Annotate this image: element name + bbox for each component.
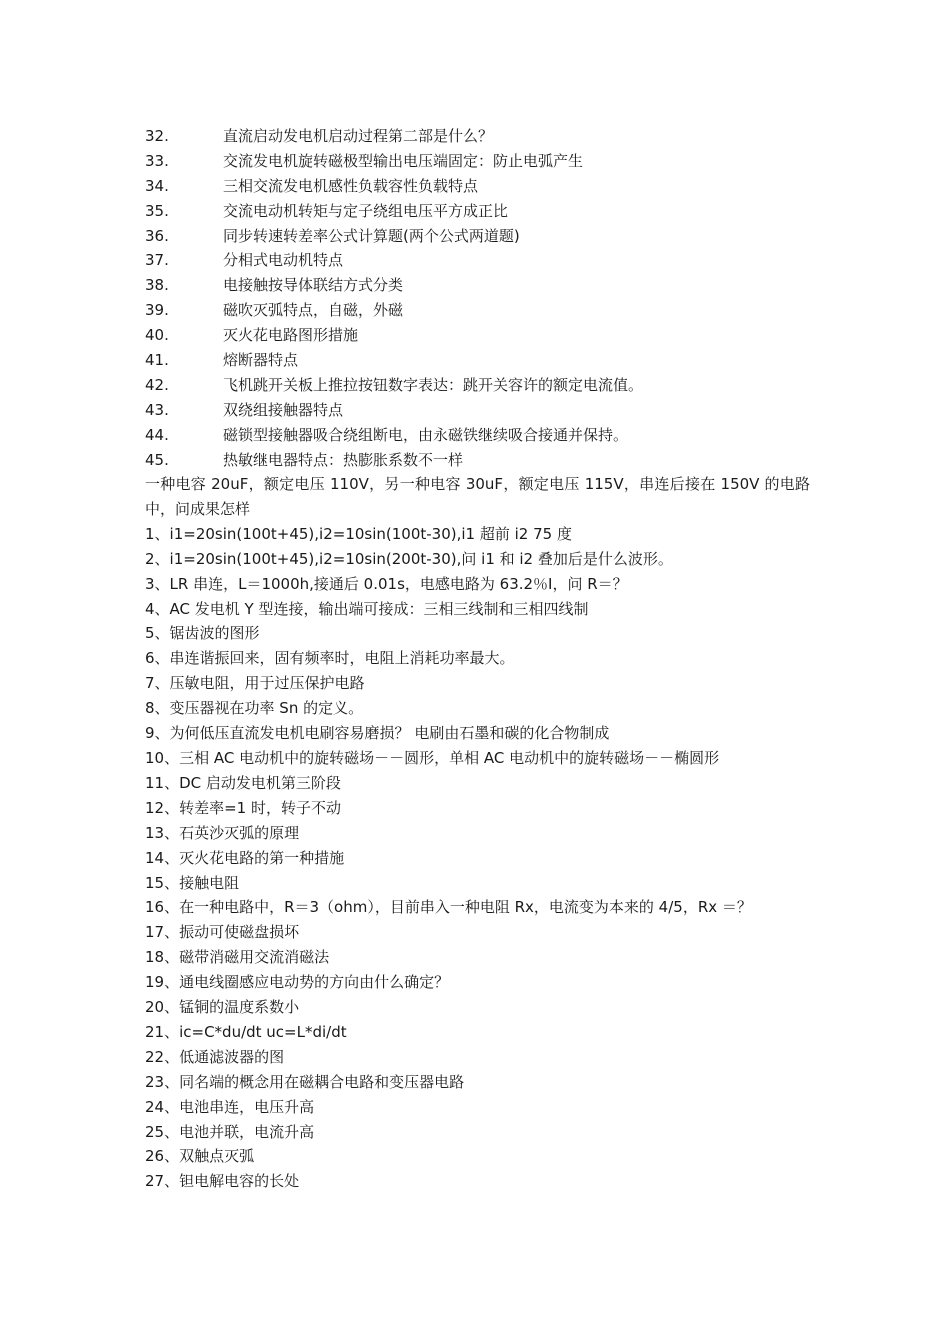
item-text: 磁吹灭弧特点，自磁，外磁 [223,301,404,320]
item-number: 32. [145,127,169,145]
numbered-item [145,224,825,249]
list-item: 1、i1=20sin(100t+45),i2=10sin(100t-30),i1 超前 i2 75 度 [145,524,572,543]
item-number: 36. [145,226,169,245]
list-item: 4、AC 发电机 Y 型连接，输出端可接成：三相三线制和三相四线制 [145,599,589,618]
numbered-list [145,124,825,472]
numbered-item [145,124,825,149]
item-number: 40. [145,326,169,345]
item-number: 35. [145,201,169,220]
list-item: 6、串连谐振回来，固有频率时，电阻上消耗功率最大。 [145,649,515,668]
list-item: 5、锯齿波的图形 [145,624,260,643]
item-number: 45. [145,450,169,469]
list-item: 21、ic=C*du/dt uc=L*di/dt [145,1022,347,1041]
list-item: 22、低通滤波器的图 [145,1047,285,1066]
numbered-item [145,248,825,273]
numbered-item [145,298,825,323]
list-item: 27、钽电解电容的长处 [145,1172,300,1191]
numbered-item [145,423,825,448]
item-text: 飞机跳开关板上推拉按钮数字表达：跳开关容许的额定电流值。 [223,375,644,394]
item-number: 42. [145,375,169,394]
list-item: 7、压敏电阻，用于过压保护电路 [145,674,365,693]
item-text: 电接触按导体联结方式分类 [223,276,404,295]
list-item: 9、为何低压直流发电机电刷容易磨损？ 电刷由石墨和碳的化合物制成 [145,724,610,743]
numbered-item [145,199,825,224]
item-number: 34. [145,176,169,195]
item-text: 交流电动机转矩与定子绕组电压平方成正比 [223,201,509,220]
list-item: 2、i1=20sin(100t+45),i2=10sin(200t-30),问 i1 和 i2 叠加后是什么波形。 [145,549,673,568]
list-item: 14、灭火花电路的第一种措施 [145,848,345,867]
item-number: 39. [145,301,169,320]
list-item: 24、电池串连，电压升高 [145,1097,315,1116]
item-text: 磁锁型接触器吸合绕组断电，由永磁铁继续吸合接通并保持。 [223,425,629,444]
list-item: 3、LR 串连，L＝1000h,接通后 0.01s，电感电路为 63.2％I，问 R＝？ [145,574,628,593]
list-item: 17、振动可使磁盘损坏 [145,923,300,942]
item-text: 灭火花电路图形措施 [223,326,359,345]
list-item: 12、转差率=1 时，转子不动 [145,798,341,817]
text-body [145,472,810,1194]
list-item: 10、三相 AC 电动机中的旋转磁场－－圆形，单相 AC 电动机中的旋转磁场－－椭圆形 [145,748,720,767]
list-item: 11、DC 启动发电机第三阶段 [145,773,341,792]
item-number: 44. [145,425,169,444]
list-item: 20、锰铜的温度系数小 [145,998,300,1017]
item-number: 33. [145,151,169,170]
item-number: 41. [145,351,169,370]
item-number: 37. [145,251,169,270]
list-item: 8、变压器视在功率 Sn 的定义。 [145,699,364,718]
numbered-item [145,174,825,199]
numbered-item [145,398,825,423]
item-text: 同步转速转差率公式计算题(两个公式两道题) [223,226,520,245]
list-item: 13、石英沙灭弧的原理 [145,823,300,842]
item-text: 双绕组接触器特点 [223,400,344,419]
numbered-item [145,348,825,373]
list-item: 26、双触点灭弧 [145,1147,255,1166]
item-text: 三相交流发电机感性负载容性负载特点 [223,176,479,195]
item-text: 熔断器特点 [223,351,299,370]
numbered-item [145,373,825,398]
item-number: 38. [145,276,169,295]
numbered-item [145,323,825,348]
list-item: 18、磁带消磁用交流消磁法 [145,948,330,967]
question-paragraph: 一种电容 20uF，额定电压 110V，另一种电容 30uF，额定电压 115V，串连后接在 150V 的电路中，问成果怎样 [145,475,810,518]
list-item: 23、同名端的概念用在磁耦合电路和变压器电路 [145,1072,465,1091]
list-item: 16、在一种电路中，R＝3（ohm），目前串入一种电阻 Rx，电流变为本来的 4/5，Rx ＝？ [145,898,752,917]
item-list [145,522,810,1194]
list-item: 25、电池并联，电流升高 [145,1122,315,1141]
numbered-item [145,273,825,298]
numbered-item [145,149,825,174]
item-number: 43. [145,400,169,419]
item-text: 热敏继电器特点：热膨胀系数不一样 [223,450,464,469]
numbered-item [145,448,825,473]
item-text: 分相式电动机特点 [223,251,344,270]
list-item: 15、接触电阻 [145,873,240,892]
list-item: 19、通电线圈感应电动势的方向由什么确定？ [145,973,450,992]
item-text: 直流启动发电机启动过程第二部是什么？ [223,127,494,145]
item-text: 交流发电机旋转磁极型输出电压端固定：防止电弧产生 [223,151,584,170]
